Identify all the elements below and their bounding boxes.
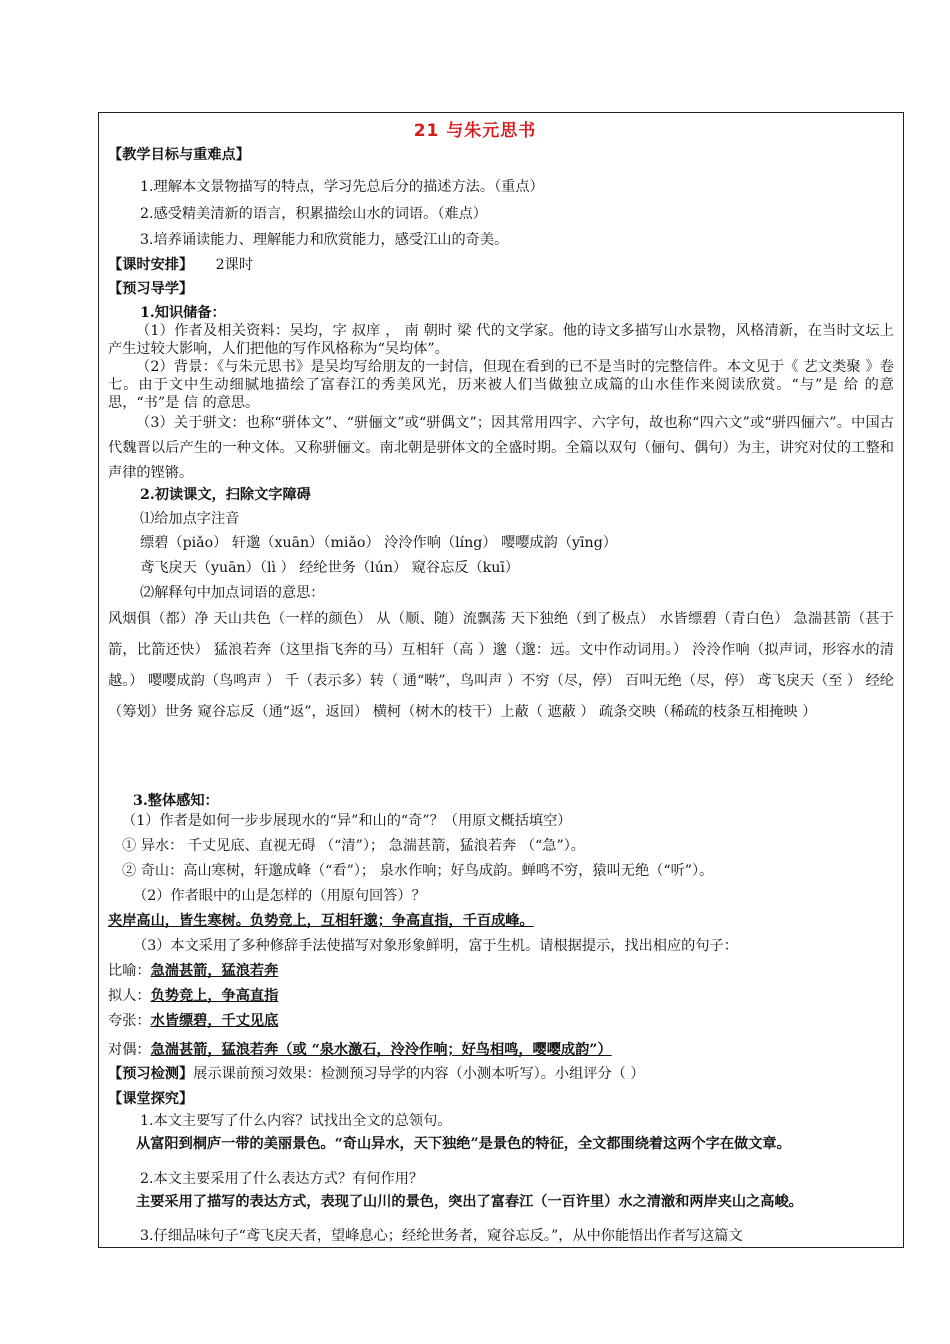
question-1-mountain: ② 奇山：高山寒树，轩邈成峰（“看”）； 泉水作响；好鸟成韵。蝉鸣不穷，猿叫无绝（“听”）。 — [122, 863, 714, 879]
rhetoric-row-2 — [108, 987, 898, 1005]
goal-2: 2.感受精美清新的语言，积累描绘山水的词语。（难点） — [140, 206, 487, 222]
explore-question-3: 3.仔细品味句子“鸢飞戾天者，望峰息心；经纶世务者，窥谷忘反。”，从中你能悟出作者写这篇文 — [140, 1228, 743, 1244]
preview-check-text: 展示课前预习效果：检测预习导学的内容（小测本听写）。小组评分（ ） — [193, 1066, 645, 1082]
rhetoric-answer: 水皆缥碧，千丈见底 — [150, 1013, 279, 1029]
pronunciation-row-2: 鸢飞戾天（yuān）（lì ） 经纶世务（lún） 窥谷忘反（kuī） — [140, 560, 520, 576]
reading-title: 2.初读课文，扫除文字障碍 — [140, 487, 311, 503]
explore-answer-1: 从富阳到桐庐一带的美丽景色。“奇山异水，天下独绝”是景色的特征，全文都围绕着这两个字在做文章。 — [136, 1136, 791, 1152]
schedule-value: 2课时 — [215, 257, 254, 273]
section-goals-header: 【教学目标与重难点】 — [108, 147, 250, 163]
rhetoric-row-1 — [108, 962, 898, 980]
pronunciation-row-1: 缥碧（piǎo） 轩邈（xuān）（miǎo） 泠泠作响（líng） 嘤嘤成韵（yīng） — [140, 535, 617, 551]
goal-1: 1.理解本文景物描写的特点，学习先总后分的描述方法。（重点） — [140, 179, 544, 195]
question-1: （1）作者是如何一步步展现水的“异”和山的“奇”？（用原文概括填空） — [122, 813, 572, 829]
question-3: （3）本文采用了多种修辞手法使描写对象形象鲜明，富于生机。请根据提示，找出相应的句子： — [133, 938, 738, 954]
rhetoric-label: 拟人： — [108, 988, 151, 1004]
rhetoric-answer: 急湍甚箭，猛浪若奔 — [150, 963, 279, 979]
rhetoric-answer: 急湍甚箭，猛浪若奔（或 “泉水激石，泠泠作响；好鸟相鸣，嘤嘤成韵”） — [150, 1042, 612, 1058]
schedule-row — [108, 256, 898, 274]
section-preview-header: 【预习导学】 — [108, 281, 194, 297]
section-check-header: 【预习检测】 — [108, 1066, 194, 1082]
overview-title: 3.整体感知： — [133, 793, 219, 809]
knowledge-title: 1.知识储备： — [140, 305, 226, 321]
knowledge-pianwen: （3）关于骈文：也称“骈体文”、“骈俪文”或“骈偶文”；因其常用四字、六字句，故也称“四六文”或“骈四俪六”。中国古代魏晋以后产生的一种文体。又称骈俪文。南北朝是骈体文的全盛时期。全篇以双句（俪句、偶句）为主，讲究对仗的工整和声律的铿锵。 — [108, 415, 894, 481]
question-2: （2）作者眼中的山是怎样的（用原句回答）？ — [133, 888, 426, 904]
preview-check-row — [108, 1065, 898, 1083]
rhetoric-label: 比喻： — [108, 963, 151, 979]
rhetoric-label: 夸张： — [108, 1013, 151, 1029]
rhetoric-row-3 — [108, 1012, 898, 1030]
rhetoric-row-4 — [108, 1041, 898, 1059]
explore-answer-2: 主要采用了描写的表达方式，表现了山川的景色，突出了富春江（一百许里）水之清澈和两岸夹山之高峻。 — [136, 1194, 803, 1210]
question-1-water: ① 异水： 千丈见底、直视无碍 （“清”）； 急湍甚箭，猛浪若奔 （“急”）。 — [122, 838, 585, 854]
pronunciation-title: ⑴给加点字注音 — [140, 511, 240, 527]
rhetoric-answer: 负势竞上，争高直指 — [150, 988, 279, 1004]
definition-title: ⑵解释句中加点词语的意思： — [140, 585, 325, 601]
goal-3: 3.培养诵读能力、理解能力和欣赏能力，感受江山的奇美。 — [140, 232, 509, 248]
knowledge-author: （1）作者及相关资料：吴均，字 叔庠 ， 南 朝时 梁 代的文学家。他的诗文多描写山水景物，风格清新，在当时文坛上产生过较大影响，人们把他的写作风格称为“吴均体”。 — [108, 323, 894, 357]
page-title: 21 与朱元思书 — [413, 121, 537, 141]
rhetoric-label: 对偶： — [108, 1042, 151, 1058]
knowledge-background: （2）背景：《与朱元思书》是吴均写给朋友的一封信，但现在看到的已不是当时的完整信件。本文见于《 艺文类聚 》卷七。由于文中生动细腻地描绘了富春江的秀美风光，历来被人们当做独立成篇的山水佳作来阅读欣赏。“与”是 给 的意思，“书”是 信 的意思。 — [108, 359, 894, 411]
definitions-paragraph: 风烟俱（都）净 天山共色（一样的颜色） 从（顺、随）流飘荡 天下独绝（到了极点） 水皆缥碧（青白色） 急湍甚箭（甚于箭，比箭还快） 猛浪若奔（这里指飞奔的马）互相轩（高 ）邈（邈：远。文中作动词用。） 泠泠作响（拟声词，形容水的清越。） 嘤嘤成韵（鸟鸣声 ） 千（表示多）转（ 通“啭”，鸟叫声 ）不穷（尽，停） 百叫无绝（尽，停） 鸢飞戾天（至 ） 经纶（筹划）世务 窥谷忘反（通“返”，返回） 横柯（树木的枝干）上蔽（ 遮蔽 ） 疏条交映（稀疏的枝条互相掩映 ） — [108, 611, 894, 720]
question-2-answer: 夹岸高山，皆生寒树。负势竞上，互相轩邈；争高直指，千百成峰。 — [108, 913, 534, 929]
explore-question-1: 1.本文主要写了什么内容？试找出全文的总领句。 — [140, 1113, 452, 1129]
section-explore-header: 【课堂探究】 — [108, 1091, 194, 1107]
section-schedule-header: 【课时安排】 — [108, 257, 194, 273]
explore-question-2: 2.本文主要采用了什么表达方式？有何作用？ — [140, 1171, 424, 1187]
